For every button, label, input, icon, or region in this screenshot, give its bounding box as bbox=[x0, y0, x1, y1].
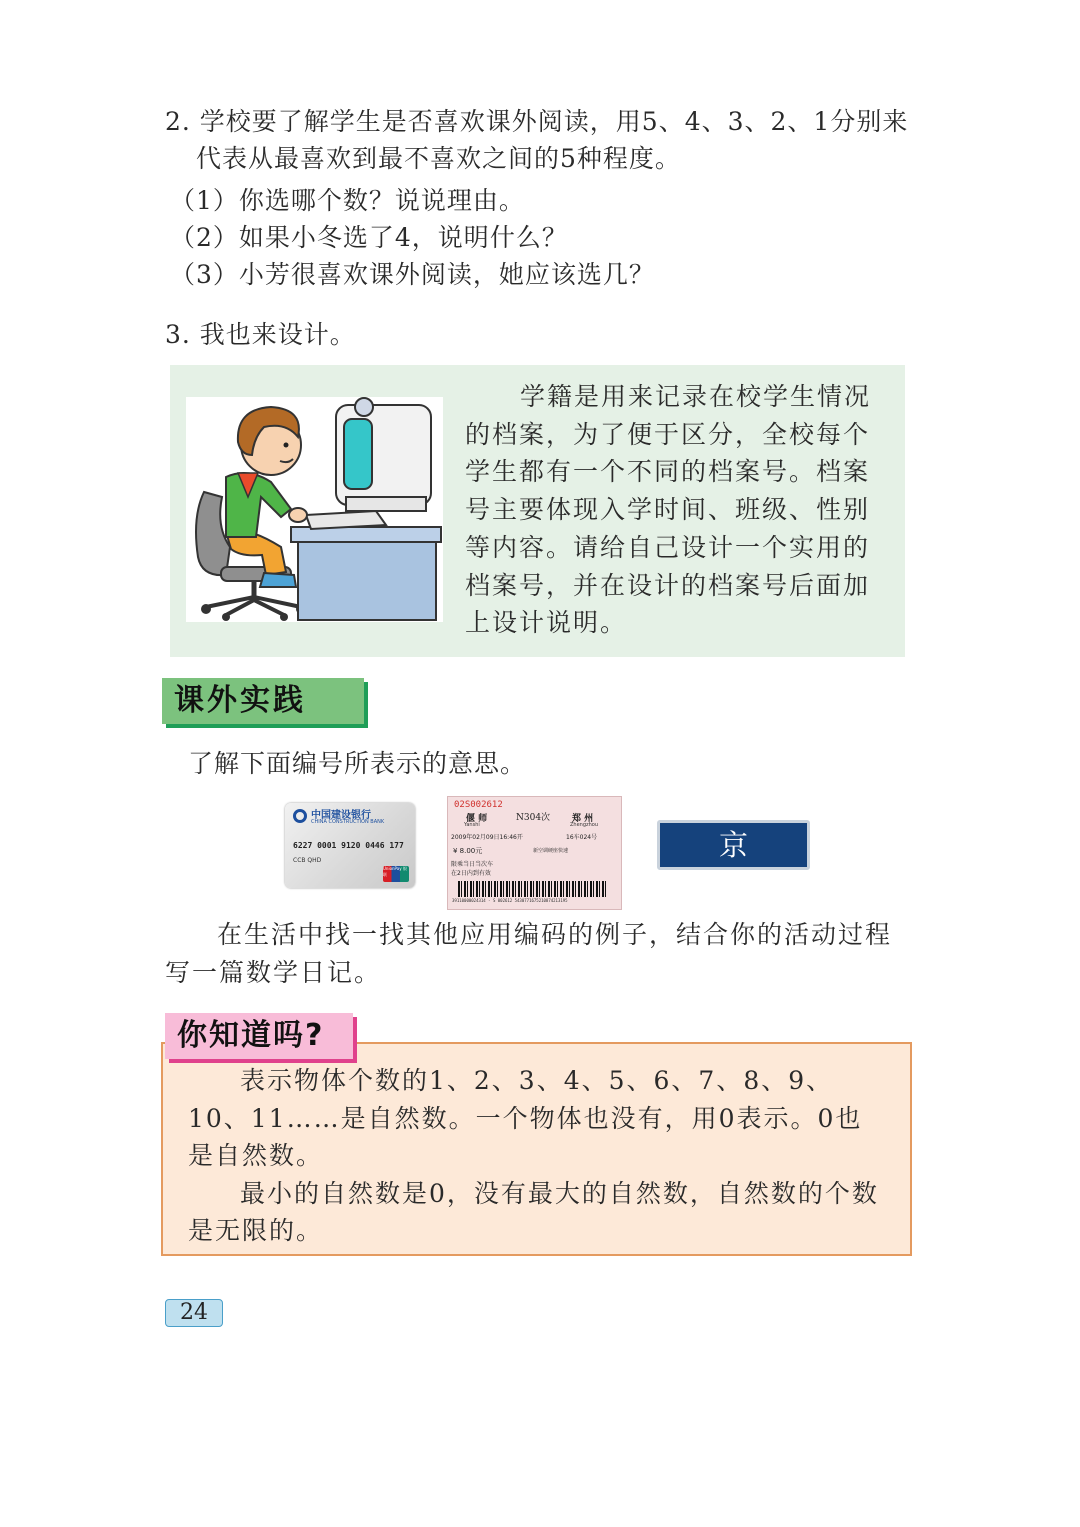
question-2-sub-3: （3）小芳很喜欢课外阅读，她应该选几？ bbox=[170, 260, 655, 289]
card-note: CCB QHD bbox=[293, 857, 322, 864]
did-you-know-text bbox=[188, 1062, 888, 1250]
did-you-know-paragraph-2: 最小的自然数是0，没有最大的自然数，自然数的个数是无限的。 bbox=[188, 1178, 879, 1245]
ticket-from: 偃 师 bbox=[466, 814, 488, 824]
ticket-price: ¥ 8.00元 bbox=[453, 847, 483, 855]
ticket-train: N304次 bbox=[516, 813, 551, 823]
practice-body bbox=[165, 916, 915, 992]
bank-logo-icon bbox=[293, 809, 307, 823]
ticket-note-2: 在2日内到有效 bbox=[451, 870, 491, 877]
question-2-line-1: 2. 学校要了解学生是否喜欢课外阅读，用5、4、3、2、1分别来 bbox=[165, 107, 909, 136]
unionpay-logo: UnionPay 银联 bbox=[383, 866, 409, 882]
boy-at-computer-icon bbox=[186, 397, 443, 622]
ticket-note-1: 限乘当日当次车 bbox=[451, 861, 494, 868]
ticket-datetime: 2009年02月09日16:46开 bbox=[451, 834, 523, 841]
license-plate-image bbox=[657, 820, 810, 906]
ticket-barcode-text: 39110000024314 - S 002612 5430771675210874213195 bbox=[452, 898, 568, 903]
license-plate-number: 京N·4D369 bbox=[669, 828, 798, 906]
boy-at-computer-illustration bbox=[186, 397, 443, 622]
ticket-to-pinyin: Zhengzhou bbox=[570, 822, 599, 828]
card-number: 6227 0001 9120 0446 177 bbox=[293, 841, 404, 850]
ticket-serial: 02S002612 bbox=[454, 800, 503, 810]
question-2-line-2: 代表从最喜欢到最不喜欢之间的5种程度。 bbox=[196, 144, 681, 173]
ticket-class: 新空调硬座快速 bbox=[533, 848, 569, 854]
ticket-from-pinyin: Yanshi bbox=[464, 822, 480, 828]
design-task-text bbox=[465, 378, 885, 642]
did-you-know-paragraph-1: 表示物体个数的1、2、3、4、5、6、7、8、9、10、11……是自然数。一个物体也没有，用0表示。0也是自然数。 bbox=[188, 1066, 863, 1170]
design-task-paragraph: 学籍是用来记录在校学生情况的档案，为了便于区分，全校每个学生都有一个不同的档案号。档案号主要体现入学时间、班级、性别等内容。请给自己设计一个实用的档案号，并在设计的档案号后面加上设计说明。 bbox=[465, 382, 872, 638]
bank-name-en: CHINA CONSTRUCTION BANK bbox=[311, 819, 385, 825]
ticket-barcode bbox=[458, 881, 608, 897]
did-you-know-heading: 你知道吗? bbox=[165, 1013, 353, 1059]
question-3-title: 3. 我也来设计。 bbox=[165, 320, 356, 349]
practice-intro: 了解下面编号所表示的意思。 bbox=[188, 749, 527, 778]
bank-card-image bbox=[285, 803, 415, 888]
bank-name: 中国建设银行 bbox=[311, 810, 371, 821]
ticket-car: 16车024号 bbox=[566, 834, 598, 841]
page-number: 24 bbox=[165, 1299, 223, 1327]
train-ticket-image bbox=[447, 796, 622, 910]
question-2-sub-1: （1）你选哪个数？说说理由。 bbox=[170, 186, 525, 215]
practice-body-paragraph: 在生活中找一找其他应用编码的例子，结合你的活动过程写一篇数学日记。 bbox=[165, 920, 893, 987]
ticket-to: 郑 州 bbox=[572, 814, 594, 824]
practice-heading: 课外实践 bbox=[162, 678, 364, 724]
question-2-sub-2: （2）如果小冬选了4，说明什么？ bbox=[170, 223, 568, 252]
